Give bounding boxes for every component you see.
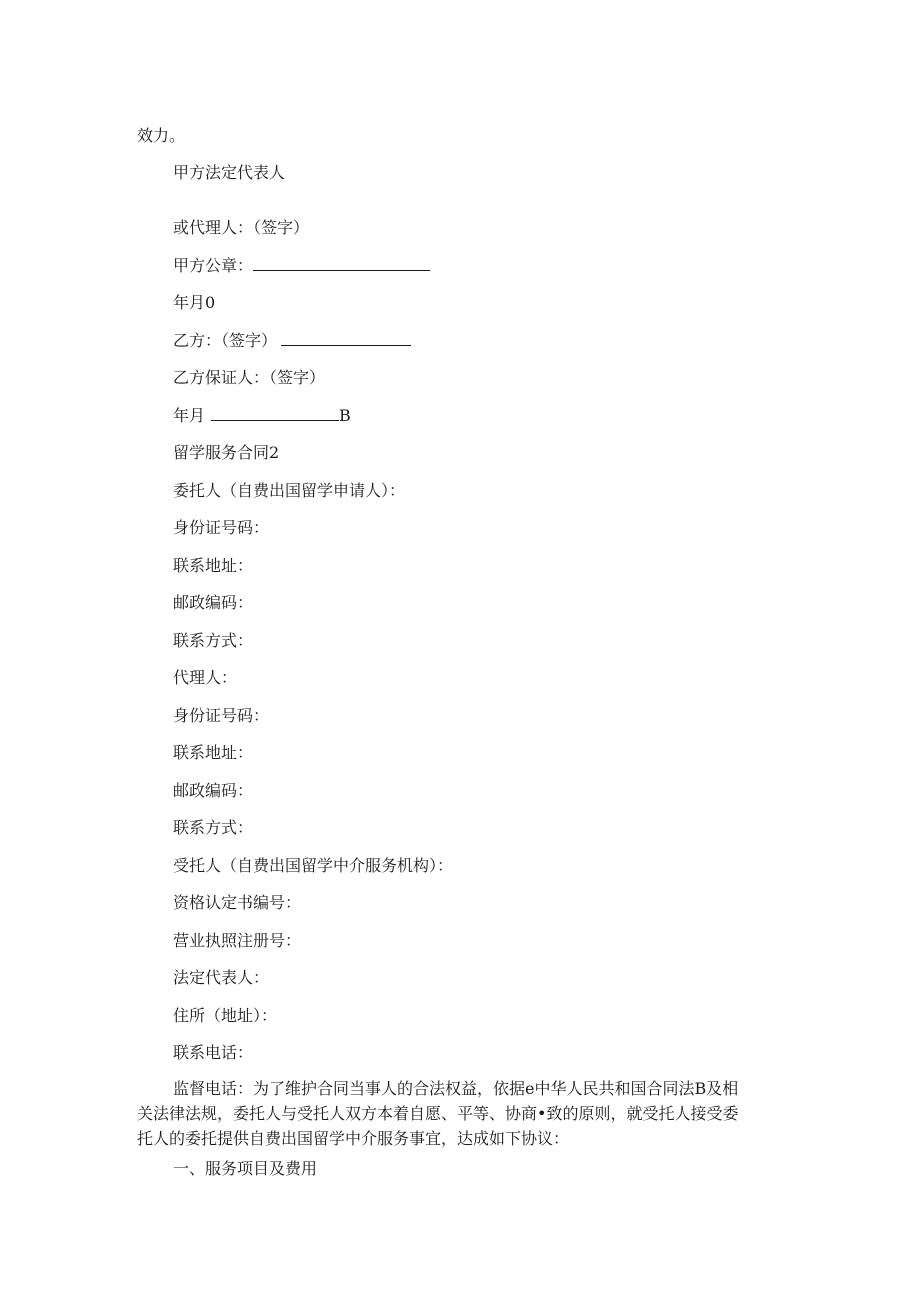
party-b-label: 乙方：（签字） xyxy=(173,331,278,350)
date2-prefix: 年月 xyxy=(173,406,206,425)
legal-rep-label: 法定代表人： xyxy=(173,968,270,987)
or-agent-signature-label: 或代理人：（签字） xyxy=(173,218,310,237)
party-b-guarantor-label: 乙方保证人：（签字） xyxy=(173,368,326,387)
contact-label-2: 联系方式： xyxy=(173,818,254,837)
date-line-2 xyxy=(173,405,351,427)
contact-label-1: 联系方式： xyxy=(173,631,254,650)
address-label-1: 联系地址： xyxy=(173,556,254,575)
party-a-seal-line xyxy=(173,255,430,277)
party-a-seal-label: 甲方公章： xyxy=(173,256,254,275)
paragraph-line-1: 监督电话：为了维护合同当事人的合法权益，依据e中华人民共和国合同法B及相 xyxy=(173,1079,739,1098)
paragraph-line-2: 关法律法规，委托人与受托人双方本着自愿、平等、协商•致的原则，就受托人接受委 xyxy=(137,1104,739,1123)
license-number-label: 营业执照注册号： xyxy=(173,931,302,950)
date2-suffix: B xyxy=(339,406,351,425)
phone-label: 联系电话： xyxy=(173,1043,254,1062)
text-line-effect: 效力。 xyxy=(137,126,186,145)
postcode-label-2: 邮政编码： xyxy=(173,781,254,800)
trustee-label: 受托人（自费出国留学中介服务机构）： xyxy=(173,856,454,875)
id-number-label-2: 身份证号码： xyxy=(173,706,270,725)
date2-blank xyxy=(211,407,339,421)
residence-label: 住所（地址）： xyxy=(173,1006,278,1025)
date-line-1: 年月0 xyxy=(173,293,216,312)
postcode-label-1: 邮政编码： xyxy=(173,593,254,612)
party-a-seal-blank xyxy=(253,257,430,271)
contract-title: 留学服务合同2 xyxy=(173,443,280,462)
id-number-label-1: 身份证号码： xyxy=(173,518,270,537)
client-label: 委托人（自费出国留学申请人）： xyxy=(173,481,406,500)
party-b-blank xyxy=(281,332,411,346)
section-heading-1: 一、服务项目及费用 xyxy=(173,1159,318,1178)
party-a-rep-label: 甲方法定代表人 xyxy=(173,163,286,182)
address-label-2: 联系地址： xyxy=(173,743,254,762)
certificate-number-label: 资格认定书编号： xyxy=(173,893,302,912)
paragraph-line-3: 托人的委托提供自费出国留学中介服务事宜，达成如下协议： xyxy=(137,1129,570,1148)
agent-label: 代理人： xyxy=(173,668,238,687)
party-b-signature-line xyxy=(173,330,411,352)
